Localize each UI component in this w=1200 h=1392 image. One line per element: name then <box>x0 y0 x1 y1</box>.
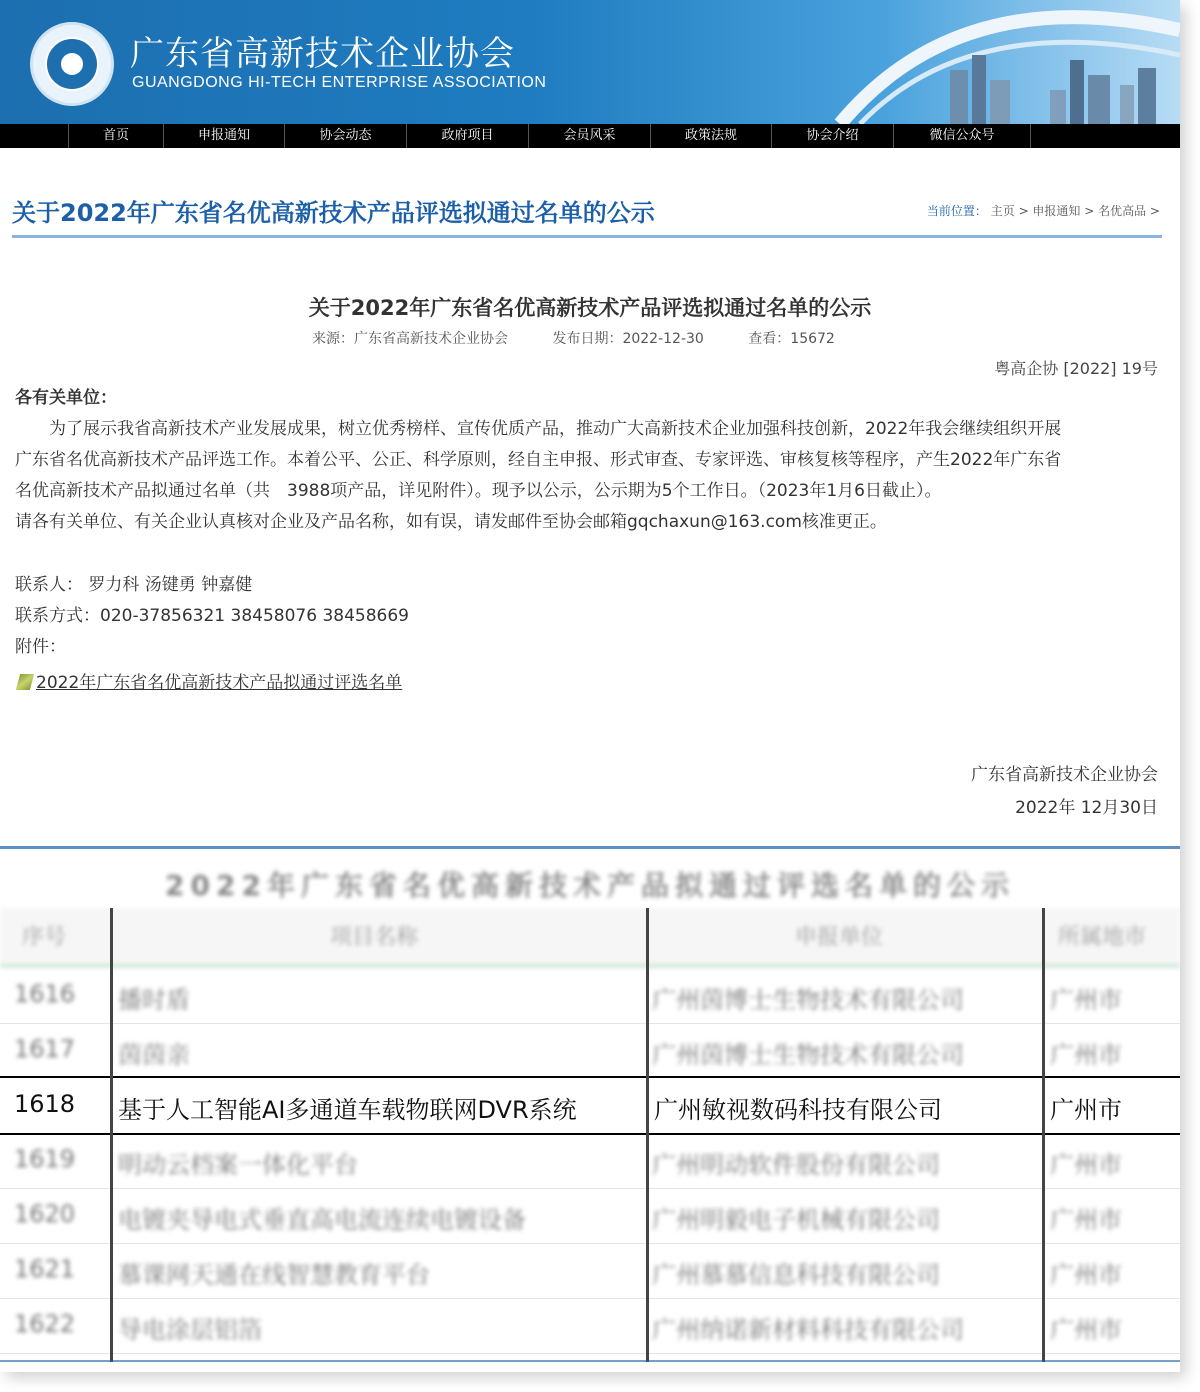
body-paragraph-line: 名优高新技术产品拟通过名单（共 3988项产品，详见附件）。现予以公示，公示期为5个工作日。（2023年1月6日截止）。 <box>15 481 942 501</box>
row-applicant: 广州敏视数码科技有限公司 <box>654 1096 942 1124</box>
row-city: 广州市 <box>1050 1316 1122 1344</box>
body-paragraph-line: 广东省名优高新技术产品评选工作。本着公平、公正、科学原则，经自主申报、形式审查、专家评选、审核复核等程序，产生2022年广东省 <box>15 450 1062 470</box>
header-project: 项目名称 <box>330 925 419 950</box>
row-project: 茵茵亲 <box>118 1041 190 1069</box>
row-index: 1619 <box>14 1145 76 1173</box>
row-applicant: 广州纳诺新材料科技有限公司 <box>652 1316 964 1344</box>
row-applicant: 广州茵博士生物技术有限公司 <box>652 986 964 1014</box>
nav-notices[interactable]: 申报通知 <box>163 124 284 148</box>
attachment-label: 附件： <box>15 637 66 657</box>
table-row <box>0 968 1180 1024</box>
row-index: 1620 <box>14 1200 76 1228</box>
row-applicant: 广州明毅电子机械有限公司 <box>652 1206 940 1234</box>
heading-divider <box>12 235 1162 238</box>
nav-policy[interactable]: 政策法规 <box>650 124 771 148</box>
header-city: 所属地市 <box>1058 925 1147 950</box>
row-index: 1617 <box>14 1035 76 1063</box>
site-title-cn: 广东省高新技术企业协会 <box>130 34 515 74</box>
city-bridge-illustration <box>820 0 1180 124</box>
site-banner <box>0 0 1180 124</box>
row-city: 广州市 <box>1050 1206 1122 1234</box>
row-applicant: 广州慕慕信息科技有限公司 <box>652 1261 940 1289</box>
attachment-icon <box>16 674 34 690</box>
row-index: 1616 <box>14 980 76 1008</box>
nav-wechat[interactable]: 微信公众号 <box>893 124 1031 148</box>
row-city: 广州市 <box>1050 1041 1122 1069</box>
row-applicant: 广州茵博士生物技术有限公司 <box>652 1041 964 1069</box>
article-title: 关于2022年广东省名优高新技术产品评选拟通过名单的公示 <box>308 296 872 320</box>
column-divider <box>1042 908 1045 1362</box>
table-row <box>0 1243 1180 1299</box>
article-views: 查看：15672 <box>748 331 835 347</box>
breadcrumb <box>927 202 1160 219</box>
row-project: 播时盾 <box>118 986 190 1014</box>
table-row <box>0 1023 1180 1079</box>
row-project: 电镀夹导电式垂直高电流连续电镀设备 <box>118 1206 526 1234</box>
highlighted-row <box>0 1076 1180 1135</box>
body-paragraph-line: 为了展示我省高新技术产业发展成果，树立优秀榜样、宣传优质产品，推动广大高新技术企业加强科技创新，2022年我会继续组织开展 <box>15 419 1062 439</box>
breadcrumb-label: 当前位置： <box>926 204 987 218</box>
nav-gov-projects[interactable]: 政府项目 <box>406 124 528 148</box>
nav-about[interactable]: 协会介绍 <box>771 124 893 148</box>
header-applicant: 申报单位 <box>795 925 884 950</box>
attachment <box>18 668 402 693</box>
table-title: 2022年广东省名优高新技术产品拟通过评选名单的公示 <box>165 869 1015 902</box>
bottom-divider <box>0 1360 1180 1362</box>
row-project: 导电涂层铝箔 <box>118 1316 262 1344</box>
table-header <box>0 908 1180 968</box>
body-paragraph-line: 请各有关单位、有关企业认真核对企业及产品名称，如有误，请发邮件至协会邮箱gqchaxun@163.com核准更正。 <box>15 512 887 532</box>
row-index: 1622 <box>14 1310 76 1338</box>
row-city: 广州市 <box>1050 1096 1122 1124</box>
contact-persons: 联系人： 罗力科 汤键勇 钟嘉健 <box>15 575 253 595</box>
row-city: 广州市 <box>1050 1261 1122 1289</box>
article-source: 来源：广东省高新技术企业协会 <box>312 331 508 347</box>
table-row <box>0 1133 1180 1189</box>
list-excerpt <box>0 850 1180 1362</box>
row-city: 广州市 <box>1050 986 1122 1014</box>
table-row <box>0 1298 1180 1354</box>
nav-members[interactable]: 会员风采 <box>528 124 650 148</box>
table-row <box>0 1188 1180 1244</box>
breadcrumb-path[interactable]: 主页 > 申报通知 > 名优高品 > <box>990 204 1160 218</box>
contact-phones: 联系方式：020-37856321 38458076 38458669 <box>15 606 409 626</box>
signer: 广东省高新技术企业协会 <box>971 765 1158 785</box>
table-divider <box>0 846 1180 849</box>
main-nav <box>0 124 1180 148</box>
article-meta <box>312 328 875 348</box>
row-project: 慕课网天通在线智慧教育平台 <box>118 1261 430 1289</box>
row-index: 1621 <box>14 1255 76 1283</box>
site-title-en: GUANGDONG HI-TECH ENTERPRISE ASSOCIATION <box>132 74 547 91</box>
row-project: 基于人工智能AI多通道车载物联网DVR系统 <box>118 1096 577 1124</box>
row-applicant: 广州明动软件股份有限公司 <box>652 1151 940 1179</box>
header-index: 序号 <box>22 925 67 950</box>
document-number: 粤高企协 [2022] 19号 <box>994 359 1158 378</box>
page-heading: 关于2022年广东省名优高新技术产品评选拟通过名单的公示 <box>12 199 655 227</box>
attachment-link[interactable]: 2022年广东省名优高新技术产品拟通过评选名单 <box>36 673 403 693</box>
salutation: 各有关单位： <box>15 388 117 408</box>
nav-home[interactable]: 首页 <box>68 124 163 148</box>
association-logo[interactable] <box>30 22 114 106</box>
nav-news[interactable]: 协会动态 <box>284 124 406 148</box>
column-divider <box>110 908 113 1362</box>
row-project: 明动云档案一体化平台 <box>118 1151 358 1179</box>
article-date: 发布日期：2022-12-30 <box>552 331 704 347</box>
row-city: 广州市 <box>1050 1151 1122 1179</box>
column-divider <box>646 908 649 1362</box>
row-index: 1618 <box>14 1090 76 1118</box>
sign-date: 2022年 12月30日 <box>1015 798 1158 818</box>
